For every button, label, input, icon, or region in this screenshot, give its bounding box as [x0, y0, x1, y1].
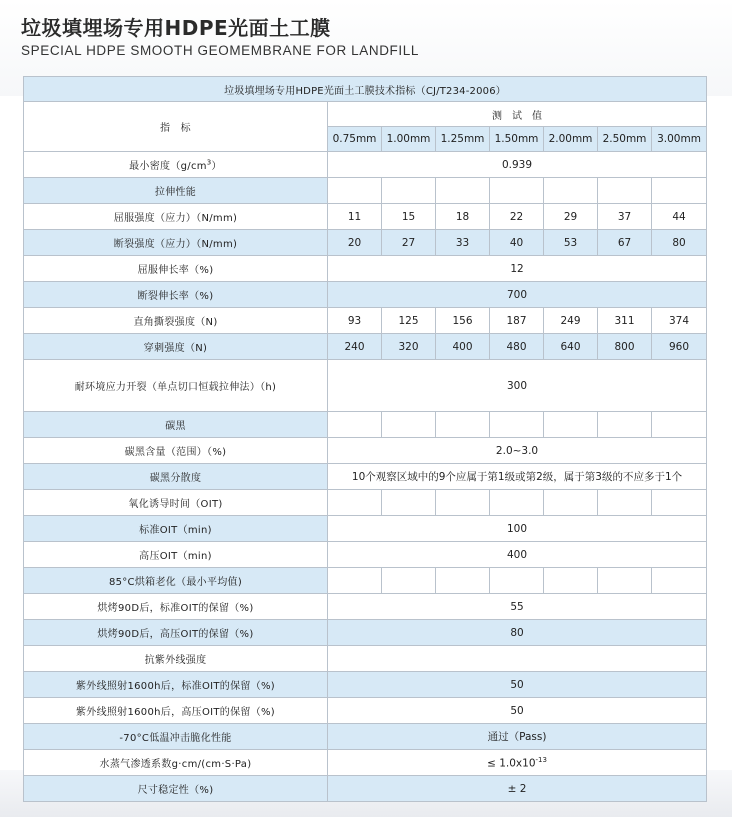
row-value: 18	[436, 204, 490, 230]
row-label: 断裂强度（应力）（N/mm)	[24, 230, 328, 256]
empty-cell	[652, 178, 707, 204]
row-value: 50	[328, 672, 707, 698]
row-label: 尺寸稳定性（%)	[24, 776, 328, 802]
row-label: 碳黑分散度	[24, 464, 328, 490]
table-row	[24, 282, 707, 308]
row-value: 37	[598, 204, 652, 230]
table-row	[24, 490, 707, 516]
row-value: 100	[328, 516, 707, 542]
empty-cell	[490, 568, 544, 594]
row-value: 67	[598, 230, 652, 256]
row-value: 80	[328, 620, 707, 646]
table-row	[24, 646, 707, 672]
row-value: 187	[490, 308, 544, 334]
empty-cell	[328, 490, 382, 516]
empty-cell	[436, 178, 490, 204]
header-row	[24, 102, 707, 127]
table-row	[24, 594, 707, 620]
table-row	[24, 256, 707, 282]
thickness-header: 0.75mm	[328, 127, 382, 152]
row-value: 240	[328, 334, 382, 360]
table-row	[24, 672, 707, 698]
row-value: 12	[328, 256, 707, 282]
thickness-header: 3.00mm	[652, 127, 707, 152]
section-label: 85°C烘箱老化（最小平均值)	[24, 568, 328, 594]
section-label: 拉伸性能	[24, 178, 328, 204]
table-row	[24, 464, 707, 490]
row-value: 33	[436, 230, 490, 256]
row-value: 125	[382, 308, 436, 334]
row-value: 11	[328, 204, 382, 230]
thickness-header: 1.25mm	[436, 127, 490, 152]
empty-cell	[490, 490, 544, 516]
row-value: 40	[490, 230, 544, 256]
row-value: 93	[328, 308, 382, 334]
empty-cell	[598, 178, 652, 204]
table-row	[24, 698, 707, 724]
test-value-header: 测 试 值	[328, 102, 707, 127]
row-value: 480	[490, 334, 544, 360]
table-row	[24, 204, 707, 230]
table-row	[24, 724, 707, 750]
row-value: 249	[544, 308, 598, 334]
index-header: 指 标	[24, 102, 328, 152]
empty-cell	[328, 568, 382, 594]
caption-row	[24, 77, 707, 102]
row-value: 400	[328, 542, 707, 568]
row-value: 320	[382, 334, 436, 360]
row-value: 50	[328, 698, 707, 724]
empty-cell	[382, 490, 436, 516]
row-value: 53	[544, 230, 598, 256]
row-value: 700	[328, 282, 707, 308]
empty-cell	[436, 490, 490, 516]
row-label: 直角撕裂强度（N)	[24, 308, 328, 334]
section-label: 氧化诱导时间（OIT)	[24, 490, 328, 516]
empty-cell	[382, 178, 436, 204]
row-value: 156	[436, 308, 490, 334]
row-value: 44	[652, 204, 707, 230]
row-label: 耐环境应力开裂（单点切口恒载拉伸法）（h)	[24, 360, 328, 412]
row-value: 10个观察区域中的9个应属于第1级或第2级，属于第3级的不应多于1个	[328, 464, 707, 490]
row-label: 标准OIT（min)	[24, 516, 328, 542]
spec-table	[23, 76, 707, 802]
row-label: 烘烤90D后，高压OIT的保留（%)	[24, 620, 328, 646]
row-value: ± 2	[328, 776, 707, 802]
empty-cell	[544, 178, 598, 204]
thickness-header: 1.00mm	[382, 127, 436, 152]
row-value: 80	[652, 230, 707, 256]
empty-cell	[328, 646, 707, 672]
row-value: 20	[328, 230, 382, 256]
row-label: 碳黑含量（范围）（%)	[24, 438, 328, 464]
table-row	[24, 360, 707, 412]
empty-cell	[598, 490, 652, 516]
empty-cell	[652, 490, 707, 516]
table-row	[24, 620, 707, 646]
row-value: 640	[544, 334, 598, 360]
row-value: 400	[436, 334, 490, 360]
row-label: 水蒸气渗透系数g·cm/(cm·S·Pa)	[24, 750, 328, 776]
row-label: 最小密度$(g/cm^3)$	[24, 152, 328, 178]
row-value: 0.939	[328, 152, 707, 178]
table-row	[24, 334, 707, 360]
row-label: 紫外线照射1600h后，高压OIT的保留（%)	[24, 698, 328, 724]
empty-cell	[490, 178, 544, 204]
page-subtitle: SPECIAL HDPE SMOOTH GEOMEMBRANE FOR LANDFILL	[21, 43, 419, 58]
table-row	[24, 412, 707, 438]
row-value: 27	[382, 230, 436, 256]
table-row	[24, 308, 707, 334]
row-label: -70°C低温冲击脆化性能	[24, 724, 328, 750]
row-value: 22	[490, 204, 544, 230]
table-row	[24, 438, 707, 464]
table-row	[24, 516, 707, 542]
empty-cell	[544, 490, 598, 516]
table-row	[24, 178, 707, 204]
empty-cell	[436, 568, 490, 594]
row-label: 屈服伸长率（%)	[24, 256, 328, 282]
table-row	[24, 776, 707, 802]
empty-cell	[328, 178, 382, 204]
empty-cell	[544, 568, 598, 594]
empty-cell	[598, 568, 652, 594]
row-value: 311	[598, 308, 652, 334]
thickness-header: 2.00mm	[544, 127, 598, 152]
row-label: 断裂伸长率（%)	[24, 282, 328, 308]
table-row	[24, 568, 707, 594]
row-value: 300	[328, 360, 707, 412]
row-label: 屈服强度（应力）（N/mm)	[24, 204, 328, 230]
row-value: 15	[382, 204, 436, 230]
row-value: 55	[328, 594, 707, 620]
empty-cell	[652, 412, 707, 438]
thickness-header: 1.50mm	[490, 127, 544, 152]
row-value: ≤ $1.0x10^{-13}$	[328, 750, 707, 776]
empty-cell	[436, 412, 490, 438]
row-value: 2.0~3.0	[328, 438, 707, 464]
empty-cell	[490, 412, 544, 438]
table-caption: 垃圾填埋场专用HDPE光面土工膜技术指标（CJ/T234-2006）	[24, 77, 707, 102]
empty-cell	[544, 412, 598, 438]
row-value: 29	[544, 204, 598, 230]
row-label: 高压OIT（min)	[24, 542, 328, 568]
table-row	[24, 230, 707, 256]
empty-cell	[382, 412, 436, 438]
table-row	[24, 152, 707, 178]
table-row	[24, 542, 707, 568]
row-label: 紫外线照射1600h后，标准OIT的保留（%)	[24, 672, 328, 698]
row-value: 374	[652, 308, 707, 334]
section-label: 碳黑	[24, 412, 328, 438]
table-row	[24, 750, 707, 776]
empty-cell	[598, 412, 652, 438]
row-value: 800	[598, 334, 652, 360]
row-value: 通过（Pass)	[328, 724, 707, 750]
section-label: 抗紫外线强度	[24, 646, 328, 672]
row-value: 960	[652, 334, 707, 360]
thickness-header: 2.50mm	[598, 127, 652, 152]
row-label: 穿刺强度（N)	[24, 334, 328, 360]
empty-cell	[652, 568, 707, 594]
empty-cell	[328, 412, 382, 438]
empty-cell	[382, 568, 436, 594]
page-title: 垃圾填埋场专用HDPE光面土工膜	[21, 16, 331, 40]
row-label: 烘烤90D后，标准OIT的保留（%)	[24, 594, 328, 620]
